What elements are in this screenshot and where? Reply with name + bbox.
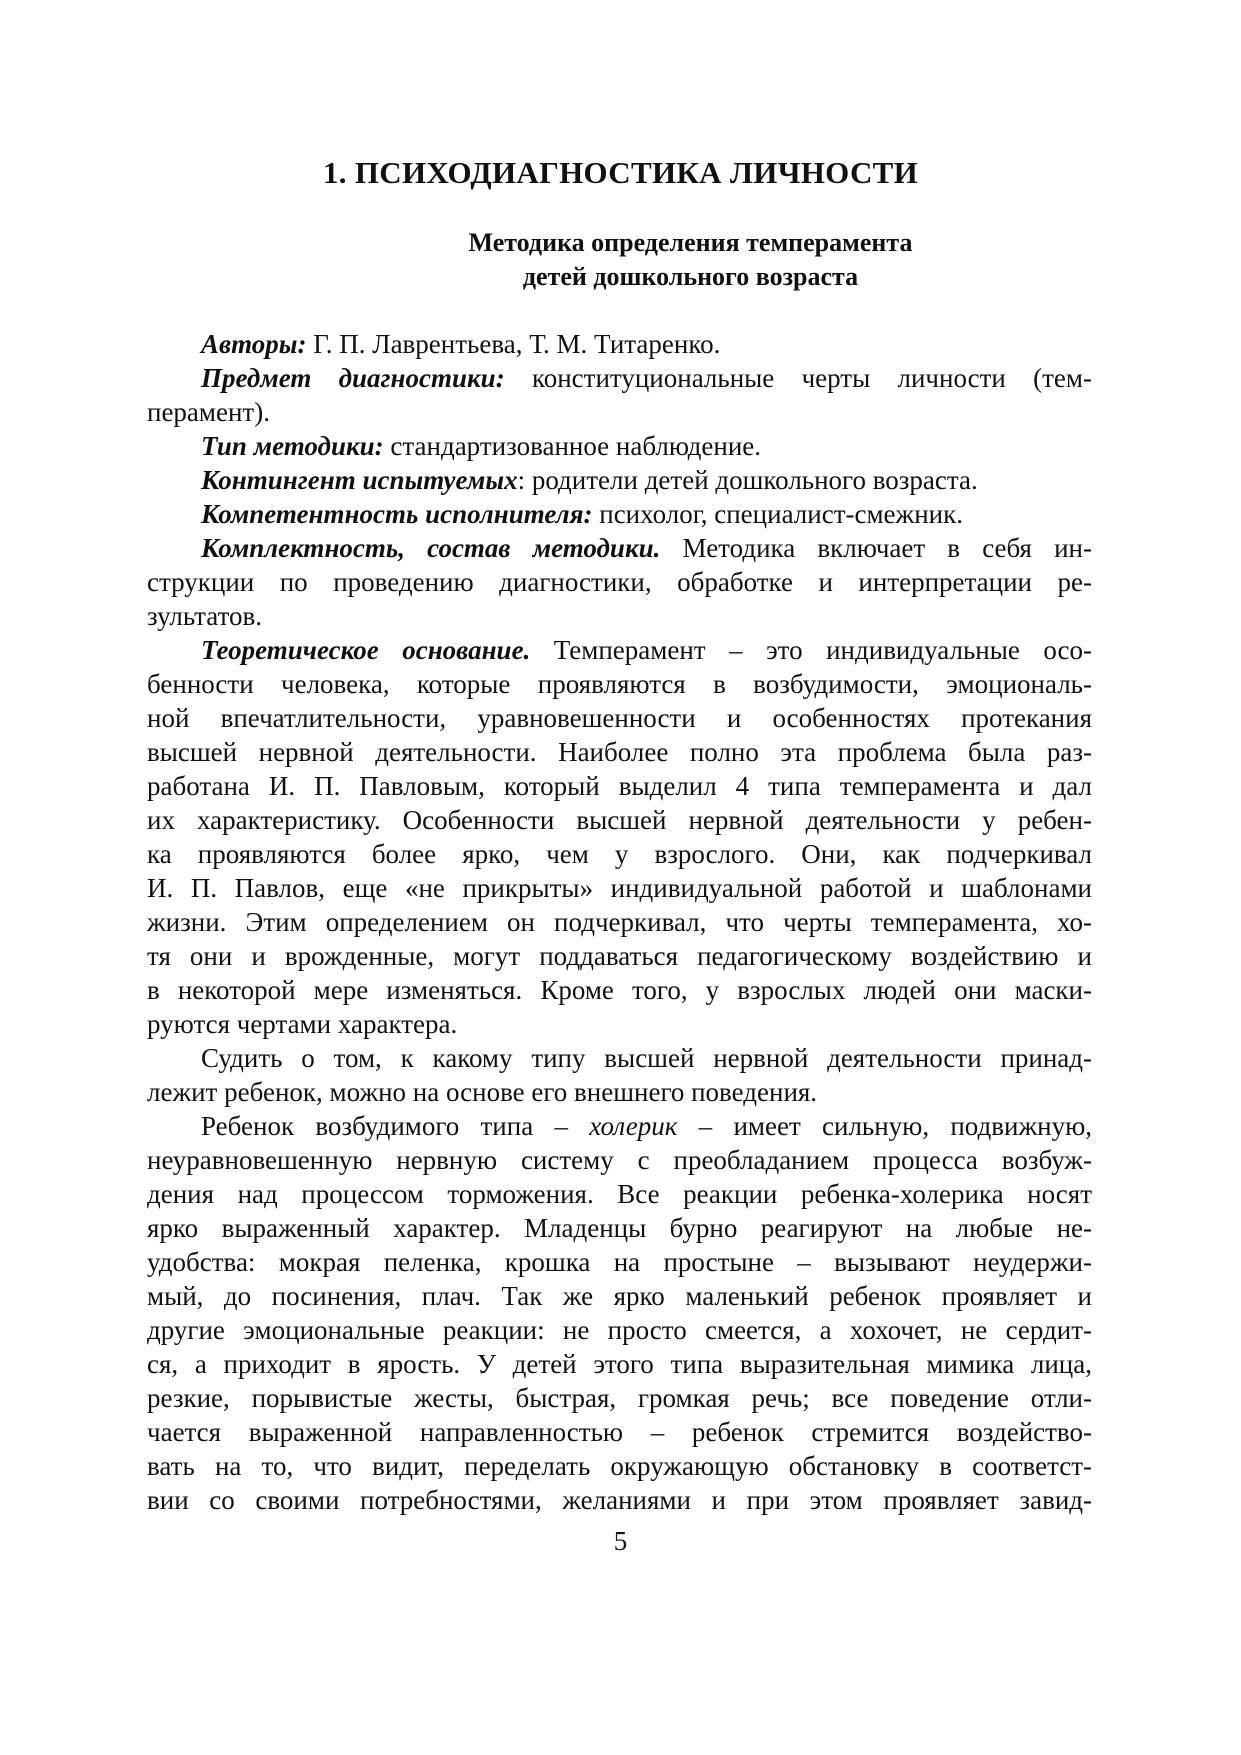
subtitle-line: Методика определения темперамента (468, 228, 913, 257)
text-run: струкции по проведению диагностики, обработке и интерпретации ре- (147, 567, 1092, 597)
text-line (147, 395, 1092, 429)
text-line (147, 667, 1092, 701)
field-label: Теоретическое основание. (201, 635, 531, 665)
text-run: – имеет сильную, подвижную, (677, 1111, 1092, 1141)
text-run: другие эмоциональные реакции: не просто смеется, а хохочет, не сердит- (147, 1315, 1092, 1345)
text-run: конституциональные черты личности (тем- (504, 363, 1092, 393)
text-line (147, 1483, 1092, 1517)
paragraph (147, 1041, 1092, 1109)
field-label: Комплектность, состав методики. (201, 533, 661, 563)
text-line (147, 973, 1092, 1007)
text-run: в некоторой мере изменяться. Кроме того, у взрослых людей они маски- (147, 975, 1092, 1005)
text-run: жизни. Этим определением он подчеркивал, что черты темперамента, хо- (147, 907, 1092, 937)
text-line (147, 531, 1092, 565)
text-line (147, 1313, 1092, 1347)
text-run: чается выраженной направленностью – ребенок стремится воздейство- (147, 1417, 1092, 1447)
field-label: Предмет диагностики: (201, 363, 505, 393)
text-run: перамент). (147, 397, 270, 427)
text-run: Г. П. Лаврентьева, Т. М. Титаренко. (306, 329, 721, 359)
text-run: удобства: мокрая пеленка, крошка на простыне – вызывают неудержи- (147, 1247, 1092, 1277)
text-run: зультатов. (147, 601, 263, 631)
emphasis-text: холерик (589, 1111, 678, 1141)
text-run: ка проявляются более ярко, чем у взрослого. Они, как подчеркивал (147, 839, 1092, 869)
text-line (147, 939, 1092, 973)
text-run: Судить о том, к какому типу высшей нервной деятельности принад- (201, 1043, 1092, 1073)
text-line (147, 1415, 1092, 1449)
text-line (147, 1109, 1092, 1143)
text-run: Методика включает в себя ин- (660, 533, 1092, 563)
text-run: дения над процессом торможения. Все реакции ребенка-холерика носят (147, 1179, 1092, 1209)
text-line (147, 1075, 1092, 1109)
text-line (147, 803, 1092, 837)
text-run: Темперамент – это индивидуальные осо- (530, 635, 1092, 665)
text-line (147, 1143, 1092, 1177)
text-line (147, 701, 1092, 735)
text-run: резкие, порывистые жесты, быстрая, громкая речь; все поведение отли- (147, 1383, 1092, 1413)
text-run: руются чертами характера. (147, 1009, 458, 1039)
text-line (147, 361, 1092, 395)
field-label: Тип методики: (201, 431, 384, 461)
field-label: Контингент испытуемых (201, 465, 518, 495)
subtitle-line: детей дошкольного возраста (522, 262, 859, 291)
text-run: вать на то, что видит, переделать окружающую обстановку в соответст- (147, 1451, 1092, 1481)
paragraph (147, 633, 1092, 1041)
text-run: стандартизованное наблюдение. (383, 431, 762, 461)
text-line (147, 837, 1092, 871)
paragraph (147, 497, 1092, 531)
field-label: Авторы: (201, 329, 307, 359)
text-run: их характеристику. Особенности высшей нервной деятельности у ребен- (147, 805, 1092, 835)
text-line (147, 327, 1092, 361)
chapter-heading: 1. ПСИХОДИАГНОСТИКА ЛИЧНОСТИ (322, 155, 919, 190)
text-line (147, 429, 1092, 463)
text-run: бенности человека, которые проявляются в возбудимости, эмоциональ- (147, 669, 1092, 699)
paragraph (147, 1109, 1092, 1517)
body-text (147, 327, 1092, 1517)
text-run: тя они и врожденные, могут поддаваться педагогическому воздействию и (147, 941, 1092, 971)
text-line (147, 497, 1092, 531)
text-line (147, 599, 1092, 633)
text-run: ярко выраженный характер. Младенцы бурно реагируют на любые не- (147, 1213, 1092, 1243)
text-line (147, 769, 1092, 803)
paragraph (147, 531, 1092, 633)
text-line (147, 565, 1092, 599)
text-line (147, 633, 1092, 667)
text-run: лежит ребенок, можно на основе его внешнего поведения. (147, 1077, 818, 1107)
text-run: работана И. П. Павловым, который выделил 4 типа темперамента и дал (147, 771, 1092, 801)
text-run: : родители детей дошкольного возраста. (517, 465, 978, 495)
page-number: 5 (613, 1526, 628, 1556)
text-line (147, 1449, 1092, 1483)
text-line (147, 1211, 1092, 1245)
section-subtitle (70, 226, 1241, 294)
paragraph (147, 429, 1092, 463)
text-line (147, 1245, 1092, 1279)
text-run: высшей нервной деятельности. Наиболее полно эта проблема была раз- (147, 737, 1092, 767)
text-line (147, 871, 1092, 905)
text-run: вии со своими потребностями, желаниями и при этом проявляет завид- (147, 1485, 1092, 1515)
text-run: психолог, специалист-смежник. (592, 499, 963, 529)
text-run: ся, а приходит в ярость. У детей этого типа выразительная мимика лица, (147, 1349, 1092, 1379)
text-line (147, 463, 1092, 497)
paragraph (147, 463, 1092, 497)
paragraph (147, 327, 1092, 361)
text-run: И. П. Павлов, еще «не прикрыты» индивидуальной работой и шаблонами (147, 873, 1092, 903)
text-run: мый, до посинения, плач. Так же ярко маленький ребенок проявляет и (147, 1281, 1092, 1311)
text-line (147, 905, 1092, 939)
text-line (147, 1041, 1092, 1075)
text-line (147, 1007, 1092, 1041)
text-line (147, 1279, 1092, 1313)
paragraph (147, 361, 1092, 429)
text-line (147, 1347, 1092, 1381)
text-run: ной впечатлительности, уравновешенности и особенностях протекания (147, 703, 1092, 733)
text-run: неуравновешенную нервную систему с преобладанием процесса возбуж- (147, 1145, 1092, 1175)
text-line (147, 1381, 1092, 1415)
text-line (147, 1177, 1092, 1211)
text-line (147, 735, 1092, 769)
text-run: Ребенок возбудимого типа – (201, 1111, 590, 1141)
field-label: Компетентность исполнителя: (201, 499, 593, 529)
